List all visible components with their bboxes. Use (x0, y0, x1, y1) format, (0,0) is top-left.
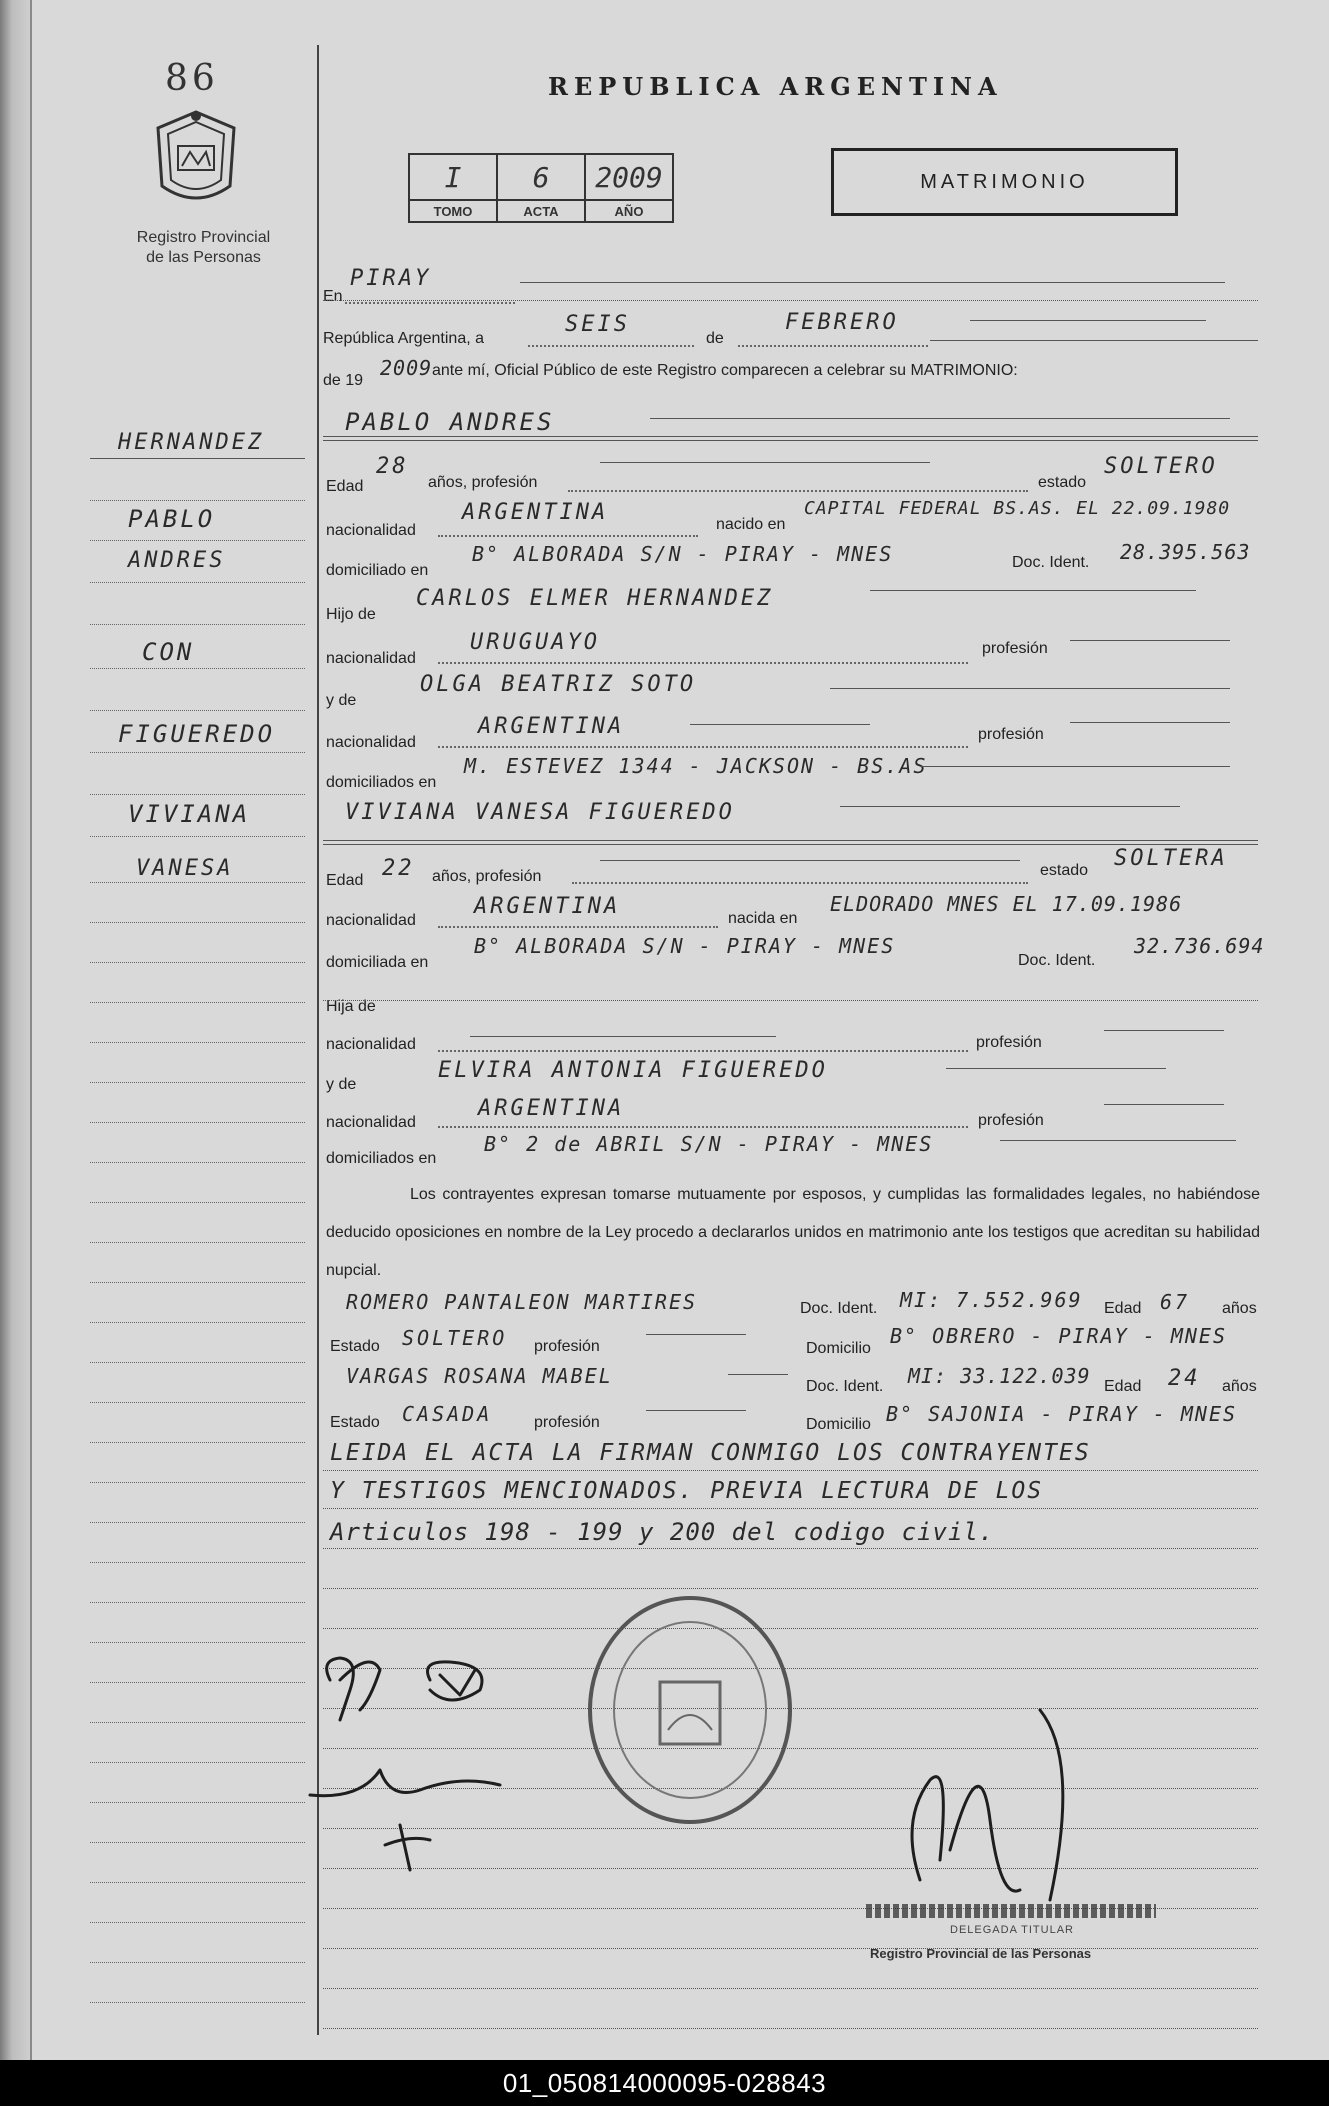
groom-nacido: CAPITAL FEDERAL BS.AS. EL 22.09.1980 (804, 498, 1231, 519)
official-name-stamp (866, 1904, 1156, 1918)
groom-dom-label: domiciliado en (326, 562, 429, 579)
bride-estado-label: estado (1040, 862, 1089, 879)
ante-text: ante mí, Oficial Público de este Registro comparecen a celebrar su MATRIMONIO: (432, 362, 1018, 379)
bride-madre-nac-label: nacionalidad (326, 1114, 416, 1131)
bride-yde-label: y de (326, 1076, 357, 1093)
witness1-estado: SOLTERO (402, 1326, 508, 1350)
groom-domicilio: B° ALBORADA S/N - PIRAY - MNES (472, 542, 894, 566)
en-label: En (323, 288, 343, 305)
groom-padre: CARLOS ELMER HERNANDEZ (416, 586, 774, 611)
acta-value: 6 (497, 154, 585, 200)
groom-madre-nac: ARGENTINA (478, 714, 625, 739)
day-value: SEIS (565, 312, 630, 337)
groom-domiciliados-label: domiciliados en (326, 774, 437, 791)
year-hand: 2009 (380, 356, 433, 380)
act-type-box (831, 148, 1178, 216)
groom-estado: SOLTERO (1104, 454, 1218, 479)
bride-nacida: ELDORADO MNES EL 17.09.1986 (830, 892, 1183, 916)
witness1-doc-label: Doc. Ident. (800, 1300, 878, 1317)
bride-padres-dom: B° 2 de ABRIL S/N - PIRAY - MNES (484, 1132, 934, 1156)
bride-domiciliados-label: domiciliados en (326, 1150, 437, 1167)
signatures-contrayentes (300, 1640, 560, 1880)
republica-label: República Argentina, a (323, 330, 484, 347)
groom-edad: 28 (376, 454, 409, 479)
groom-edad-label: Edad (326, 478, 364, 495)
groom-padre-prof-label: profesión (982, 640, 1048, 657)
act-type-label: MATRIMONIO (920, 170, 1089, 193)
witness1-doc: MI: 7.552.969 (900, 1288, 1083, 1312)
bride-domicilio: B° ALBORADA S/N - PIRAY - MNES (474, 934, 896, 958)
margin-surname2: FIGUEREDO (118, 720, 276, 748)
groom-padre-nac: URUGUAYO (470, 630, 600, 655)
witness2-edad-label: Edad (1104, 1378, 1142, 1395)
groom-madre-nac-label: nacionalidad (326, 734, 416, 751)
witness2-domicilio: B° SAJONIA - PIRAY - MNES (886, 1402, 1238, 1426)
groom-hijo-label: Hijo de (326, 606, 376, 623)
official-title: DELEGADA TITULAR (950, 1924, 1074, 1936)
registry-line-2: de las Personas (146, 249, 261, 266)
year-prefix: de 19 (323, 372, 364, 389)
bride-hija-label: Hija de (326, 998, 376, 1015)
bride-anos-prof-label: años, profesión (432, 868, 542, 885)
provincial-seal-icon (148, 106, 244, 214)
document-id-footer: 01_050814000095-028843 (0, 2060, 1329, 2106)
bride-padre-prof-label: profesión (976, 1034, 1042, 1051)
acta-label: ACTA (497, 200, 585, 222)
bride-doc-label: Doc. Ident. (1018, 952, 1096, 969)
bride-name: VIVIANA VANESA FIGUEREDO (345, 800, 735, 825)
witness2-estado-label: Estado (330, 1414, 380, 1431)
month-value: FEBRERO (785, 310, 899, 335)
ano-label: AÑO (585, 200, 673, 222)
margin-con: CON (142, 638, 195, 666)
groom-padres-dom: M. ESTEVEZ 1344 - JACKSON - BS.AS (464, 754, 928, 778)
de-label: de (706, 330, 724, 347)
bride-edad: 22 (382, 856, 415, 881)
page-number: 86 (165, 58, 219, 99)
groom-anos-prof-label: años, profesión (428, 474, 538, 491)
witness2-doc: MI: 33.122.039 (908, 1364, 1091, 1388)
official-registry: Registro Provincial de las Personas (870, 1946, 1092, 1961)
closing-line-1: LEIDA EL ACTA LA FIRMAN CONMIGO LOS CONTRAYENTES (330, 1440, 1091, 1466)
groom-padre-nac-label: nacionalidad (326, 650, 416, 667)
bride-nacionalidad: ARGENTINA (474, 894, 621, 919)
witness1-anos-label: años (1222, 1300, 1257, 1317)
margin-name1a: PABLO (128, 505, 216, 533)
margin-name1b: ANDRES (128, 548, 226, 573)
place-value: PIRAY (350, 266, 432, 291)
witness2-name: VARGAS ROSANA MABEL (346, 1364, 613, 1388)
groom-estado-label: estado (1038, 474, 1087, 491)
witness2-edad: 24 (1168, 1366, 1201, 1391)
groom-madre: OLGA BEATRIZ SOTO (420, 672, 697, 697)
witness2-dom-label: Domicilio (806, 1416, 871, 1433)
bride-padre-nac-label: nacionalidad (326, 1036, 416, 1053)
groom-name: PABLO ANDRES (345, 408, 555, 436)
groom-doc-label: Doc. Ident. (1012, 554, 1090, 571)
witness2-prof-label: profesión (534, 1414, 600, 1431)
bride-estado: SOLTERA (1114, 846, 1228, 871)
margin-surname1: HERNANDEZ (118, 430, 265, 455)
closing-line-3: Articulos 198 - 199 y 200 del codigo civil. (330, 1518, 995, 1546)
witness1-edad-label: Edad (1104, 1300, 1142, 1317)
country-title: REPUBLICA ARGENTINA (548, 72, 1003, 101)
groom-nacido-label: nacido en (716, 516, 786, 533)
witness2-estado: CASADA (402, 1402, 493, 1426)
tomo-label: TOMO (409, 200, 497, 222)
groom-madre-prof-label: profesión (978, 726, 1044, 743)
registry-line-1: Registro Provincial (136, 229, 271, 246)
registry-name (116, 228, 291, 268)
margin-name2b: VANESA (136, 856, 234, 881)
declaration-text: Los contrayentes expresan tomarse mutuamente por esposos, y cumplidas las formalidades legales, no habiéndose deducido oposiciones en nombre de la Ley procedo a declararlos unidos en matrimonio ante los testigos que acreditan su habilidad nupcial. (326, 1186, 1260, 1279)
witness1-name: ROMERO PANTALEON MARTIRES (346, 1290, 698, 1314)
tomo-acta-table (408, 153, 674, 223)
closing-line-2: Y TESTIGOS MENCIONADOS. PREVIA LECTURA DE LOS (330, 1478, 1044, 1504)
official-signature (890, 1700, 1150, 1930)
bride-dom-label: domiciliada en (326, 954, 429, 971)
bride-doc: 32.736.694 (1134, 934, 1265, 958)
margin-name2a: VIVIANA (128, 800, 251, 828)
witness2-anos-label: años (1222, 1378, 1257, 1395)
groom-yde-label: y de (326, 692, 357, 709)
witness2-doc-label: Doc. Ident. (806, 1378, 884, 1395)
witness1-prof-label: profesión (534, 1338, 600, 1355)
witness1-dom-label: Domicilio (806, 1340, 871, 1357)
bride-nac-label: nacionalidad (326, 912, 416, 929)
official-stamp-icon (580, 1590, 800, 1830)
ano-value: 2009 (585, 154, 673, 200)
book-spine (0, 0, 32, 2060)
bride-nacida-label: nacida en (728, 910, 798, 927)
bride-madre-nac: ARGENTINA (478, 1096, 625, 1121)
bride-madre-prof-label: profesión (978, 1112, 1044, 1129)
bride-madre: ELVIRA ANTONIA FIGUEREDO (438, 1058, 828, 1083)
witness1-edad: 67 (1160, 1290, 1191, 1314)
witness1-estado-label: Estado (330, 1338, 380, 1355)
groom-nacionalidad: ARGENTINA (462, 500, 609, 525)
groom-doc: 28.395.563 (1120, 540, 1251, 564)
witness1-domicilio: B° OBRERO - PIRAY - MNES (890, 1324, 1227, 1348)
tomo-value: I (409, 154, 497, 200)
bride-edad-label: Edad (326, 872, 364, 889)
groom-nac-label: nacionalidad (326, 522, 416, 539)
